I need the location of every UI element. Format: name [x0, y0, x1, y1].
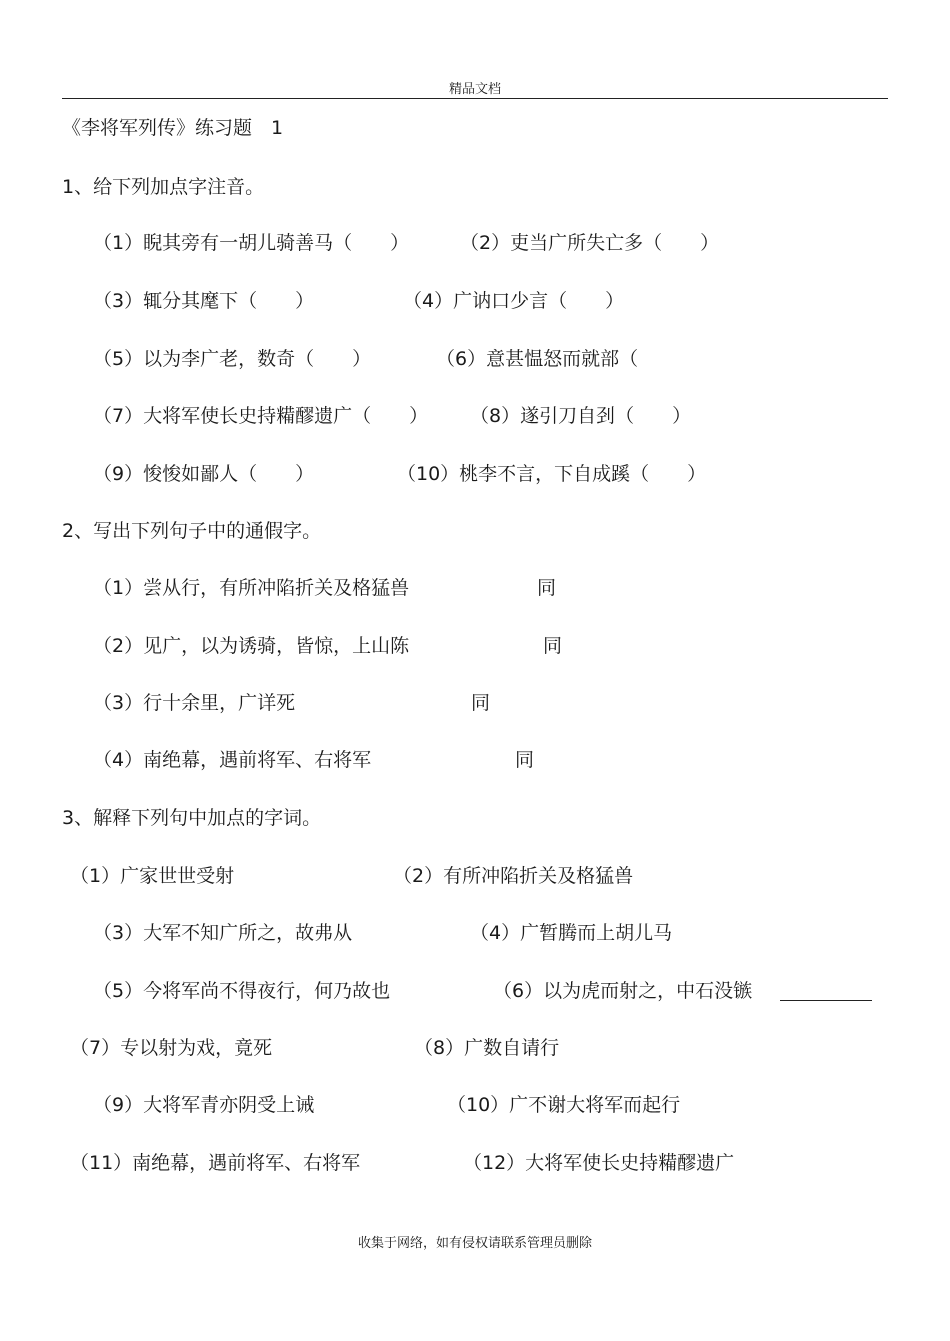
- q3-item-6: （6）以为虎而射之，中石没镞: [493, 980, 753, 1002]
- q3-item-8: （8）广数自请行: [414, 1037, 560, 1059]
- q3-item-11: （11）南绝幕，遇前将军、右将军: [70, 1152, 361, 1174]
- q3-item-12: （12）大将军使长史持糒醪遗广: [463, 1152, 735, 1174]
- q2-tong-1: 同: [537, 577, 557, 599]
- q2-tong-2: 同: [543, 635, 563, 657]
- q1-item-2: （2）吏当广所失亡多（ ）: [460, 232, 720, 254]
- q1-heading: 1、给下列加点字注音。: [62, 176, 265, 198]
- q2-item-4: （4）南绝幕，遇前将军、右将军: [93, 749, 372, 771]
- q3-item-4: （4）广暂腾而上胡儿马: [470, 922, 673, 944]
- header-divider: [62, 98, 888, 99]
- answer-blank: [780, 1000, 872, 1001]
- q2-item-1: （1）尝从行，有所冲陷折关及格猛兽: [93, 577, 410, 599]
- q2-item-3: （3）行十余里，广详死: [93, 692, 296, 714]
- q3-item-7: （7）专以射为戏，竟死: [70, 1037, 273, 1059]
- q2-tong-4: 同: [515, 749, 535, 771]
- q1-item-8: （8）遂引刀自刭（ ）: [470, 405, 692, 427]
- q3-item-3: （3）大军不知广所之，故弗从: [93, 922, 353, 944]
- q1-item-4: （4）广讷口少言（ ）: [403, 290, 625, 312]
- q3-heading: 3、解释下列句中加点的字词。: [62, 807, 322, 829]
- q3-item-5: （5）今将军尚不得夜行，何乃故也: [93, 980, 391, 1002]
- q1-item-7: （7）大将军使长史持糒醪遗广（ ）: [93, 405, 429, 427]
- q3-item-2: （2）有所冲陷折关及格猛兽: [393, 865, 634, 887]
- q2-heading: 2、写出下列句子中的通假字。: [62, 520, 322, 542]
- q3-item-10: （10）广不谢大将军而起行: [447, 1094, 681, 1116]
- q1-item-1: （1）睨其旁有一胡儿骑善马（ ）: [93, 232, 410, 254]
- q1-item-5: （5）以为李广老，数奇（ ）: [93, 348, 372, 370]
- q2-item-2: （2）见广，以为诱骑，皆惊，上山陈: [93, 635, 410, 657]
- q1-item-9: （9）悛悛如鄙人（ ）: [93, 463, 315, 485]
- page-header: 精品文档: [448, 82, 501, 97]
- q1-item-10: （10）桃李不言，下自成蹊（ ）: [397, 463, 707, 485]
- document-title: 《李将军列传》练习题 1: [62, 117, 284, 139]
- q3-item-9: （9）大将军青亦阴受上诫: [93, 1094, 315, 1116]
- page-footer: 收集于网络，如有侵权请联系管理员删除: [357, 1236, 592, 1251]
- q1-item-6: （6）意甚愠怒而就部（: [436, 348, 639, 370]
- q2-tong-3: 同: [471, 692, 491, 714]
- q1-item-3: （3）辄分其麾下（ ）: [93, 290, 315, 312]
- q3-item-1: （1）广家世世受射: [70, 865, 235, 887]
